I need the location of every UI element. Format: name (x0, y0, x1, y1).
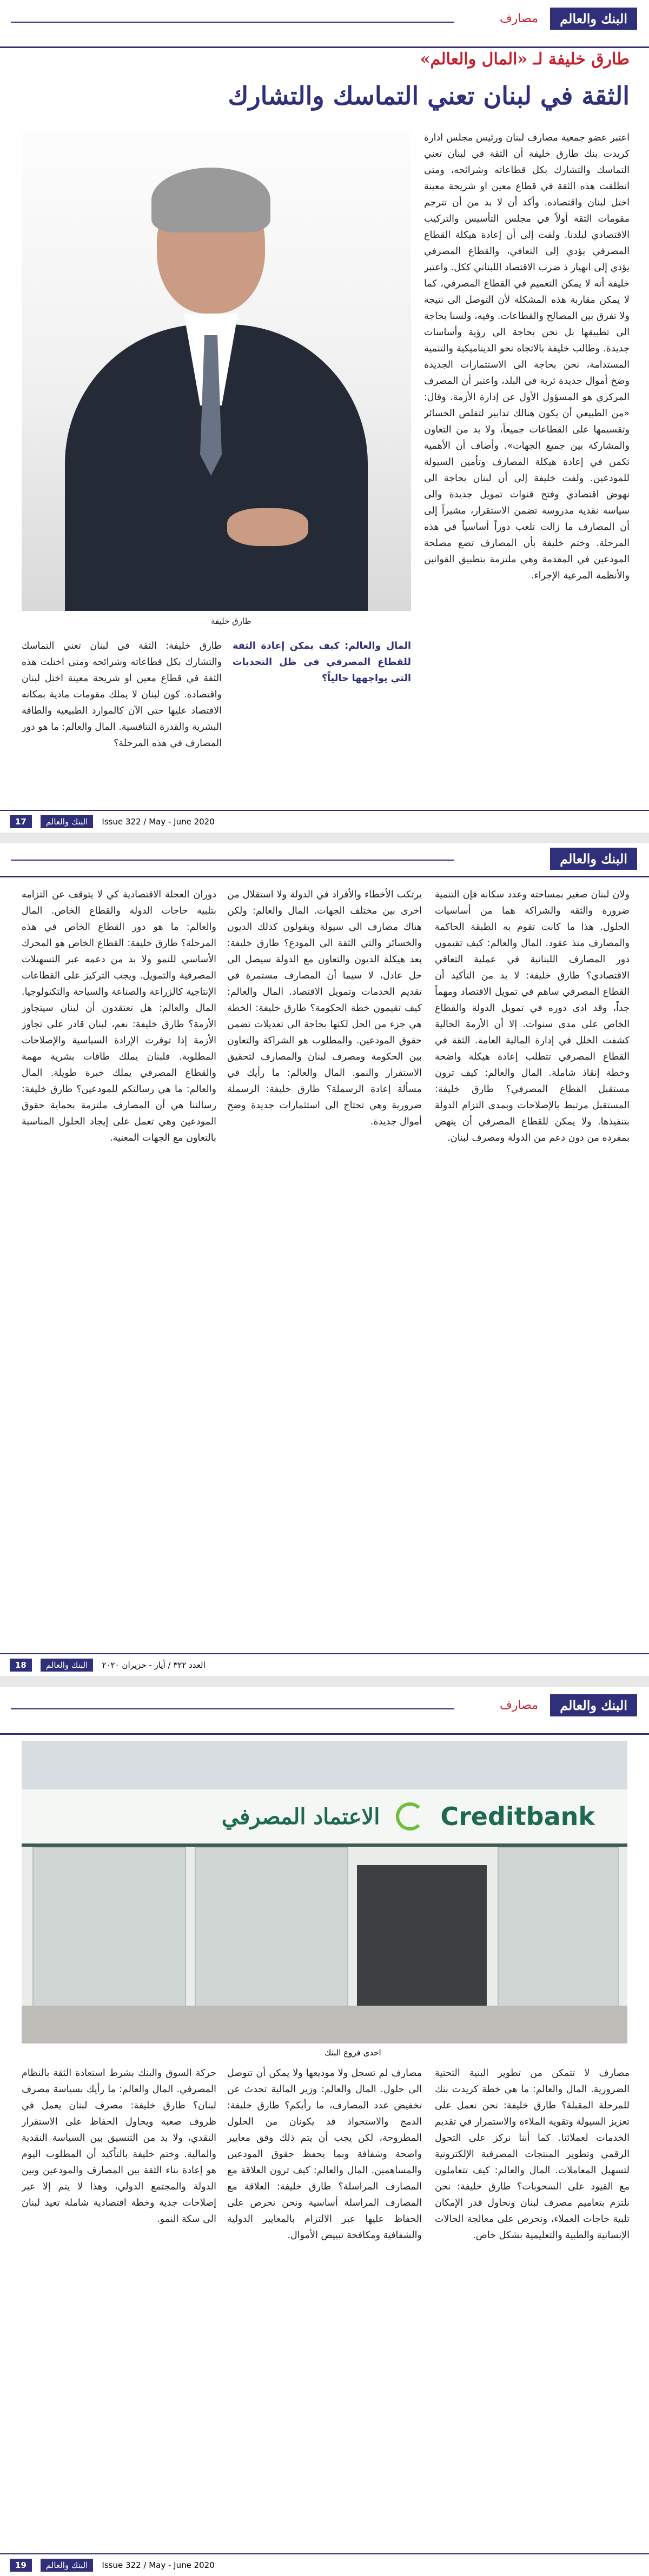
page-header (0, 1687, 649, 1735)
sign-arabic: الاعتماد المصرفي (221, 1803, 380, 1829)
issue-label: Issue 322 / May - June 2020 (102, 817, 215, 827)
page-footer (0, 1653, 649, 1676)
portrait-hand (227, 508, 308, 546)
window-panel (195, 1847, 348, 2011)
window-panel (498, 1847, 619, 2011)
header-rule (11, 1708, 454, 1709)
article-column-left: طارق خليفة: الثقة في لبنان تعني التماسك والتشارك بكل قطاعاته وشرائحه ومتى اختلت هذه الثقة في قطاع معين او شريحة معينة اختل لبنان واقتصاده. كون لبنان لا يملك مقومات مادية بمكانه الاقتصاد عليها حتى الآن كالموارد الطبيعية والطاقة البشرية والقدرة التنافسية. المال والعالم: ما هو دور المصارف في هذه المرحلة؟ (22, 641, 222, 749)
page-19 (0, 1687, 649, 2576)
page-number: 18 (10, 1659, 32, 1672)
page-footer (0, 810, 649, 833)
bank-logo-icon (396, 1802, 424, 1831)
article-column-3: دوران العجلة الاقتصادية كي لا يتوقف عن التزامه بتلبية حاجات الدولة والقطاع الخاص. المال والعالم: ما هو دور القطاع الخاص في هذه المرحلة؟ طارق خليفة: القطاع الخاص هو المحرك الأساسي للنمو ولا بد من دعمه عبر التسهيلات المصرفية والتمويل. ويجب التركيز على القطاعات الإنتاجية كالزراعة والصناعة والسياحة والتكنولوجيا. المال والعالم: هل تعتقدون أن لبنان سيتجاوز الأزمة؟ طارق خليفة: نعم، لبنان قادر على تجاوز الأزمة إذا توفرت الإرادة السياسية والإصلاحات المطلوبة. فلبنان يملك طاقات بشرية مهمة والقطاع المصرفي يملك خبرة طويلة. المال والعالم: ما هي رسالتكم للمودعين؟ طارق خليفة: رسالتنا هي أن المصارف ملتزمة بحماية حقوق المودعين وهي تعمل على إيجاد الحلول المناسبة بالتعاون مع الجهات المعنية. (22, 889, 216, 1143)
masthead-logo (550, 848, 637, 870)
article-column-right: اعتبر عضو جمعية مصارف لبنان ورئيس مجلس ادارة كريدت بنك طارق خليفة أن الثقة في لبنان تعني التماسك والتشارك بكل قطاعاته وشرائحه، ومتى انطلقت هذه الثقة في قطاع معين او شريحة معينة اختل لبنان واقتصاده. وأكد أن لا بد من أن تترجم مقومات الثقة أولاً في مجلس التأسيس والتركيب الاقتصادي لبلدنا. ولفت إلى أن إعادة هيكلة القطاع المصرفي يؤدي إلى التعافي، والقطاع المصرفي يؤدي إلى انهيار ذ ضرب الاقتصاد اللبناني ككل. واعتبر خليفة أنه لا يمكن التعميم في القطاع المصرفي، كما لا يمكن مقاربة هذه المشكلة لأن التوصل الى نتيجة ولا تفرق بين المصالح والقطاعات. وفيه، ولسنا بحاجة الى تطبيقها بل نحن بحاجة الى رؤية وأساسات جديدة. وطالب خليفة بالاتجاه نحو الديناميكية والتنمية المستدامة، نحن بحاجة الى الاستثمارات الجديدة وضخ أموال جديدة ثرية في البلد، واعتبر أن المصرف المركزي هو المسؤول الأول عن إدارة الأزمة. وقال: «من الطبيعي أن يكون هنالك تدابير لتقلص الخسائر وتقسيمها على القطاعات جميعاً، ولا بد من التعاون والمشاركة بين جميع الجهات». وأضاف أن الأهمية تكمن في إعادة هيكلة المصارف وتأمين السيولة للمودعين. ولفت خليفة إلى أن لبنان بحاجة الى نهوض اقتصادي وفتح قنوات تمويل جديدة والى سياسة نقدية مدروسة تضمن الاستقرار، مشيراً إلى أن المصارف ما زالت تلعب دوراً أساسياً في هذه المرحلة. وختم خليفة بأن المصارف تضع مصلحة المودعين في المقدمة وهي ملتزمة بتطبيق القوانين والأنظمة المرعية الإجراء. (424, 132, 630, 581)
bank-branch-photo (22, 1741, 627, 2044)
masthead-logo (550, 8, 637, 30)
article-column-2: مصارف لم تسجل ولا موديعها ولا يمكن أن تتوصل الى حلول. المال والعالم: وزير المالية تحدث عن تخفيض عدد المصارف، ما رأيكم؟ طارق خليفة: الدمج والاستحواذ قد يكونان من الحلول المطروحة، لكن يجب أن يتم ذلك وفق معايير واضحة وشفافة وبما يحفظ حقوق المودعين والمساهمين. المال والعالم: كيف ترون العلاقة مع المصارف المراسلة؟ طارق خليفة: العلاقة مع المصارف المراسلة أساسية ونحن نحرص على الحفاظ عليها عبر الالتزام بالمعايير الدولية والشفافية ومكافحة تبييض الأموال. (227, 2068, 422, 2241)
page-header (0, 0, 649, 48)
article-column-3: حركة السوق والبنك بشرط استعادة الثقة بالنظام المصرفي. المال والعالم: ما رأيك بسياسة مصرف لبنان؟ طارق خليفة: مصرف لبنان يعمل في ظروف صعبة ويحاول الحفاظ على الاستقرار النقدي، ولا بد من التنسيق بين السياسة النقدية والمالية. وختم خليفة بالتأكيد أن المطلوب اليوم هو إعادة بناء الثقة بين المصارف والمودعين وبين الدولة والمجتمع الدولي، وهذا لا يتم إلا عبر إصلاحات جدية وخطة اقتصادية شاملة تعيد لبنان الى سكة النمو. (22, 2068, 216, 2225)
article-column-middle (233, 638, 411, 800)
photo-sky (22, 1741, 627, 1789)
header-rule (11, 860, 454, 861)
page-number: 19 (10, 2559, 32, 2572)
masthead-text: البنك والعالم (560, 1698, 627, 1713)
pavement (22, 2006, 627, 2044)
article-column-2: يرتكب الأخطاء والأفراد في الدولة ولا استقلال من اخرى بين مختلف الجهات. المال والعالم: ولكن هناك مصارف الى سيولة ويقولون كذلك الديون والخسائر والتي الثقة الى المودع؟ طارق خليفة: بعد هيكلة الديون والتعاون مع الدولة سيصل الى حل عادل، لا سيما أن المصارف مستمرة في تقديم الخدمات وتمويل الاقتصاد. المال والعالم: كيف تقيمون خطة الحكومة؟ طارق خليفة: الخطة هي جزء من الحل لكنها بحاجة الى تعديلات تضمن حقوق المودعين. والمطلوب هو الشراكة والتعاون بين الحكومة ومصرف لبنان والمصارف لتحقيق الاستقرار والنمو. المال والعالم: ما رأيك في مسألة إعادة الرسملة؟ طارق خليفة: الرسملة ضرورية وهي تحتاج الى استثمارات جديدة وضخ أموال جديدة. (227, 889, 422, 1127)
page-18 (0, 843, 649, 1676)
footer-brand: البنك والعالم (41, 1659, 94, 1672)
masthead-text: البنك والعالم (560, 11, 627, 26)
entrance-door (357, 1865, 487, 2011)
photo-caption: طارق خليفة (211, 616, 251, 626)
bank-sign (22, 1789, 627, 1847)
article-column-1: ولان لبنان صغير بمساحته وعدد سكانه فإن التنمية ضرورة والثقة والشراكة هما من أساسيات الحلول. هذا ما كانت تقوم به الطبقة الحاكمة والمصارف منذ عقود. المال والعالم: كيف تقيمون دور المصارف اللبنانية في عملية التعافي الاقتصادي؟ طارق خليفة: لا بد من التأكيد أن القطاع المصرفي ساهم في تمويل الاقتصاد ومهماً جداً، وقد ادى دوره في تمويل الدولة والقطاع الخاص على مدى سنوات. إلا أن الأزمة الحالية كشفت الخلل في إدارة المالية العامة. الثقة في القطاع المصرفي تتطلب إعادة هيكلة واضحة وخطة إنقاذ شاملة. المال والعالم: كيف ترون مستقبل القطاع المصرفي؟ طارق خليفة: المستقبل مرتبط بالإصلاحات وبمدى التزام الدولة بتنفيذها. ولا يمكن للقطاع المصرفي أن ينهض بمفرده من دون دعم من الدولة ومصرف لبنان. (435, 889, 630, 1143)
issue-label: العدد ٣٢٢ / أيار - حزيران ٢٠٢٠ (102, 1660, 206, 1670)
masthead-logo (550, 1694, 637, 1716)
section-label: مصارف (500, 1699, 538, 1712)
photo-caption: احدى فروع البنك (325, 2048, 381, 2058)
portrait-hair (151, 168, 270, 232)
page-footer (0, 2553, 649, 2576)
issue-label: Issue 322 / May - June 2020 (102, 2560, 215, 2570)
window-panel (32, 1847, 186, 2011)
masthead-text: البنك والعالم (560, 851, 627, 867)
page-header (0, 843, 649, 877)
interview-question: المال والعالم: كيف يمكن إعادة الثقة للقطاع المصرفي في ظل التحديات التي يواجهها حالياً؟ (233, 641, 411, 684)
article-title: الثقة في لبنان تعني التماسك والتشارك (228, 81, 630, 110)
footer-brand: البنك والعالم (41, 2559, 94, 2572)
section-label: مصارف (500, 12, 538, 25)
sign-english: Creditbank (440, 1802, 595, 1831)
article-column-1: مصارف لا تتمكن من تطوير البنية التحتية الضرورية. المال والعالم: ما هي خطة كريدت بنك للمرحلة المقبلة؟ طارق خليفة: نحن نعمل على تعزيز السيولة وتقوية الملاءة والاستمرار في تقديم الخدمات لعملائنا. كما أننا نركز على التحول الرقمي وتطوير المنتجات المصرفية الإلكترونية لتسهيل المعاملات. المال والعالم: كيف تتعاملون مع القيود على السحوبات؟ طارق خليفة: نحن نلتزم بتعاميم مصرف لبنان ونحاول قدر الإمكان تلبية حاجات العملاء، ونحرص على معالجة الحالات الإنسانية والطبية والتعليمية بشكل خاص. (435, 2068, 630, 2241)
portrait-photo (22, 130, 411, 611)
article-kicker: طارق خليفة لـ «المال والعالم» (420, 50, 630, 69)
footer-brand: البنك والعالم (41, 815, 94, 828)
page-number: 17 (10, 815, 32, 828)
page-17 (0, 0, 649, 833)
header-rule (11, 22, 454, 23)
